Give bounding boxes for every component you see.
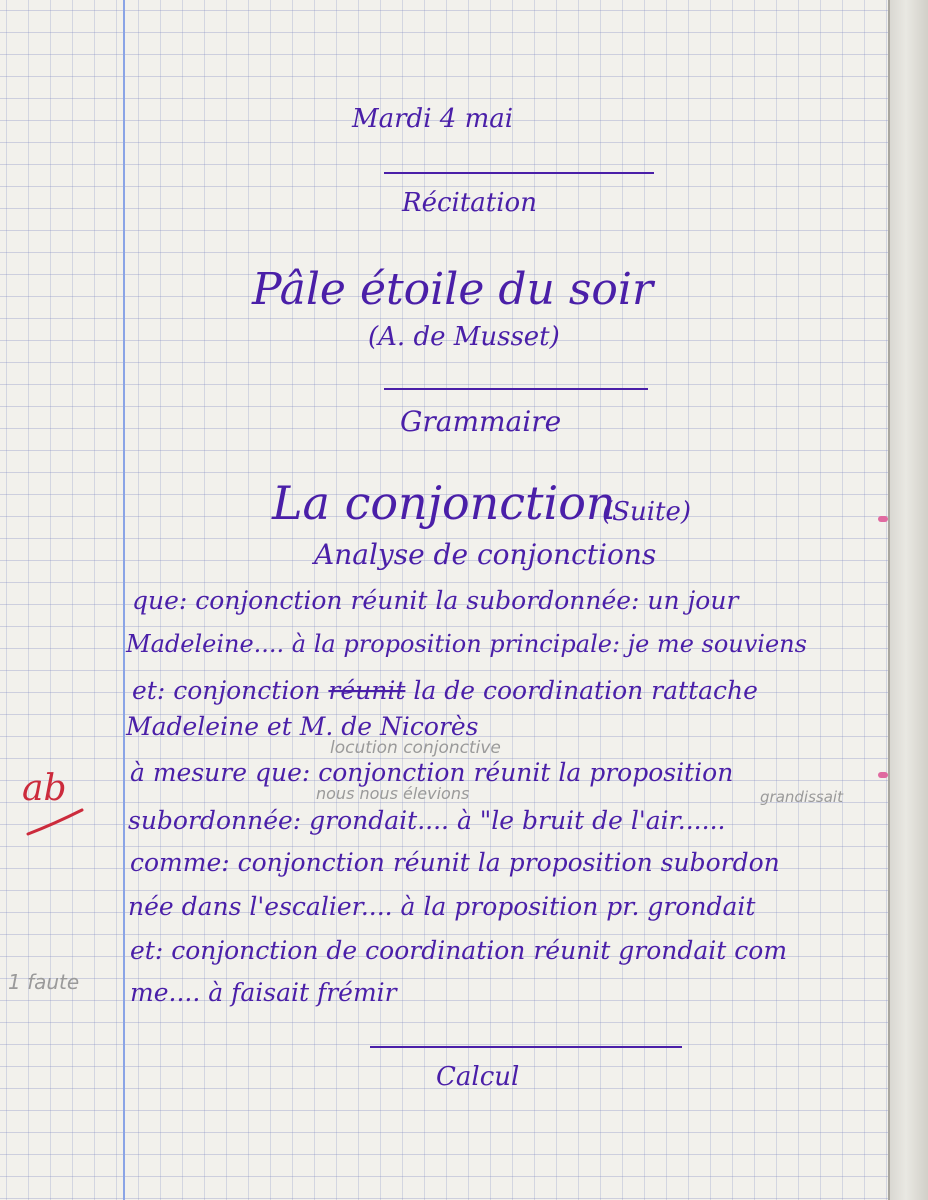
text-line-5: à mesure que: conjonction réunit la proposition [130, 758, 734, 787]
poem-author: (A. de Musset) [368, 322, 560, 352]
next-page-edge [888, 0, 928, 1200]
pencil-note-locution: locution conjonctive [330, 738, 501, 758]
section-grammaire: Grammaire [400, 405, 562, 438]
margin-line [123, 0, 125, 1200]
text-line-7: comme: conjonction réunit la proposition subordon [130, 848, 780, 877]
date-heading: Mardi 4 mai [352, 104, 514, 134]
teacher-grade-mark: ab [22, 768, 67, 809]
struck-word: réunit [328, 676, 406, 705]
text-line-2: Madeleine.... à la proposition principale: je me souviens [126, 630, 807, 658]
next-section-heading: Calcul [436, 1062, 520, 1092]
pencil-note-grandissait: grandissait [760, 788, 843, 806]
teacher-mark-underline [24, 804, 86, 840]
text-line-9: et: conjonction de coordination réunit grondait com [130, 936, 788, 965]
text-line-3-start: et: conjonction [132, 676, 321, 705]
pencil-note-nous: nous nous élevions [316, 784, 470, 803]
text-line-4: Madeleine et M. de Nicorès [126, 712, 479, 741]
text-line-1: que: conjonction réunit la subordonnée: un jour [132, 586, 739, 615]
binding-thread [878, 516, 888, 522]
divider-line [384, 172, 654, 174]
divider-line [370, 1046, 682, 1048]
poem-title: Pâle étoile du soir [252, 264, 654, 315]
text-line-3-end: la de coordination rattache [413, 676, 758, 705]
text-line-8: née dans l'escalier.... à la proposition pr. grondait [128, 892, 756, 921]
lesson-title-suffix: (Suite) [602, 497, 691, 527]
binding-thread [878, 772, 888, 778]
lesson-title: La conjonction [272, 476, 616, 530]
text-line-10: me.... à faisait frémir [130, 978, 397, 1007]
text-line-3 [132, 676, 758, 705]
lesson-subtitle: Analyse de conjonctions [314, 538, 657, 571]
divider-line [384, 388, 648, 390]
pencil-note-faute: 1 faute [8, 970, 80, 994]
text-line-6: subordonnée: grondait.... à "le bruit de l'air...... [128, 806, 726, 835]
section-recitation: Récitation [402, 188, 537, 218]
